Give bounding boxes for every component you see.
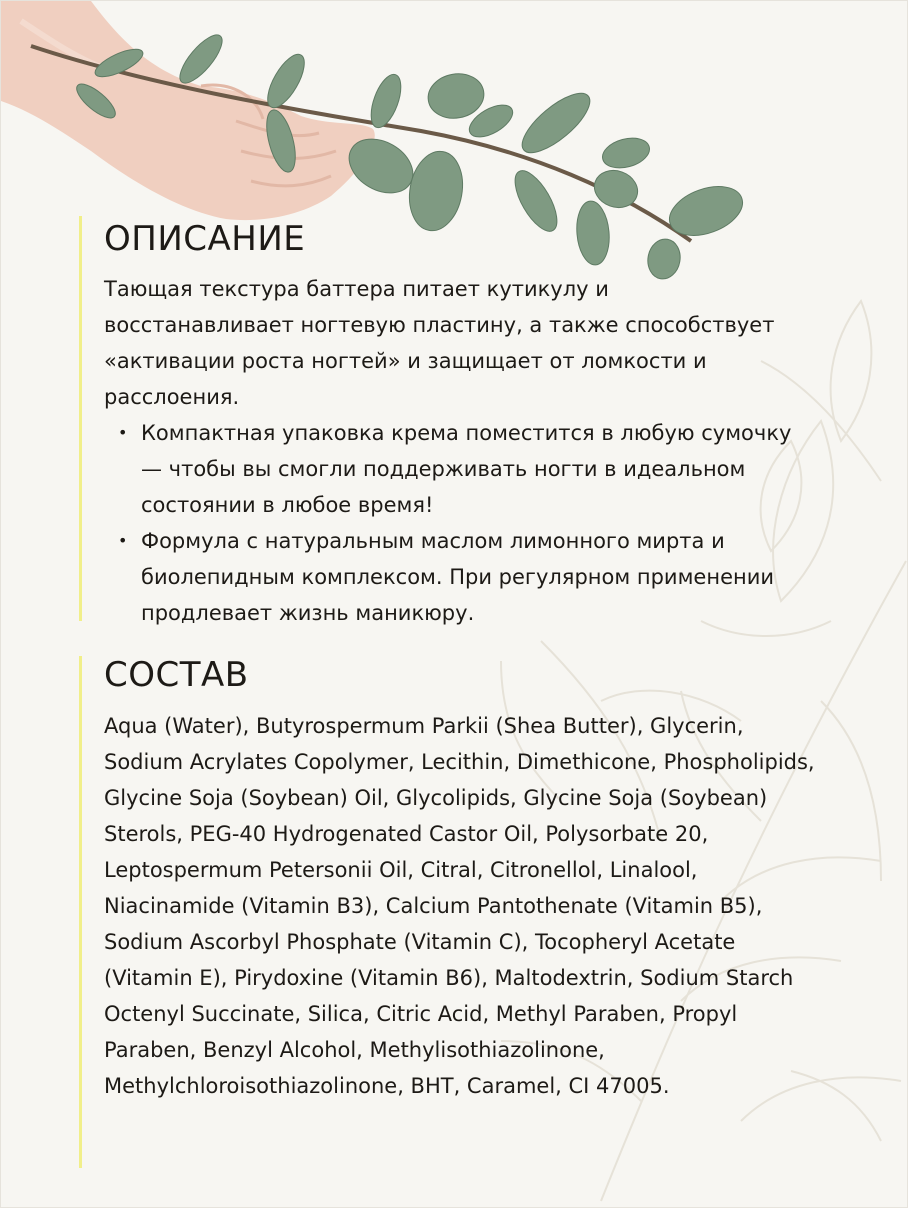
bullet-text: Компактная упаковка крема поместится в любую сумочку — чтобы вы смогли поддерживать ногти в идеальном состоянии в любое время! <box>141 421 792 517</box>
description-text: Тающая текстура баттера питает кутикулу и восстанавливает ногтевую пластину, а также способствует «активации роста ногтей» и защищает от ломкости и расслоения. <box>104 277 775 409</box>
hand-illustration <box>1 1 375 220</box>
composition-ingredients-text: Aqua (Water), Butyrospermum Parkii (Shea Butter), Glycerin, Sodium Acrylates Copolymer, Lecithin, Dimethicone, Phospholipids, Glycine Soja (Soybean) Oil, Glycolipids, Glycine Soja (Soybean) Sterols, PEG-40 Hydrogenated Castor Oil, Polysorbate 20, Leptospermum Petersonii Oil, Citral, Citronellol, Linalool, Niacinamide (Vitamin B3), Calcium Pantothenate (Vitamin B5), Sodium Ascorbyl Phosphate (Vitamin C), Tocopheryl Acetate (Vitamin E), Pirydoxine (Vitamin B6), Maltodextrin, Sodium Starch Octenyl Succinate, Silica, Citric Acid, Methyl Paraben, Propyl Paraben, Benzyl Alcohol, Methylisothiazolinone, Methylchloroisothiazolinone, BHT, Caramel, CI 47005. <box>104 714 815 1098</box>
bullet-item <box>104 415 814 523</box>
description-bullet-list <box>104 415 814 631</box>
composition-title: СОСТАВ <box>104 655 249 695</box>
bullet-dot-icon: • <box>118 531 128 550</box>
description-accent-bar <box>79 216 82 621</box>
composition-accent-bar <box>79 656 82 1168</box>
description-title: ОПИСАНИЕ <box>104 219 306 259</box>
bullet-dot-icon: • <box>118 423 128 442</box>
bullet-item <box>104 523 814 631</box>
bullet-text: Формула с натуральным маслом лимонного мирта и биолепидным комплексом. При регулярном применении продлевает жизнь маникюру. <box>141 529 775 625</box>
